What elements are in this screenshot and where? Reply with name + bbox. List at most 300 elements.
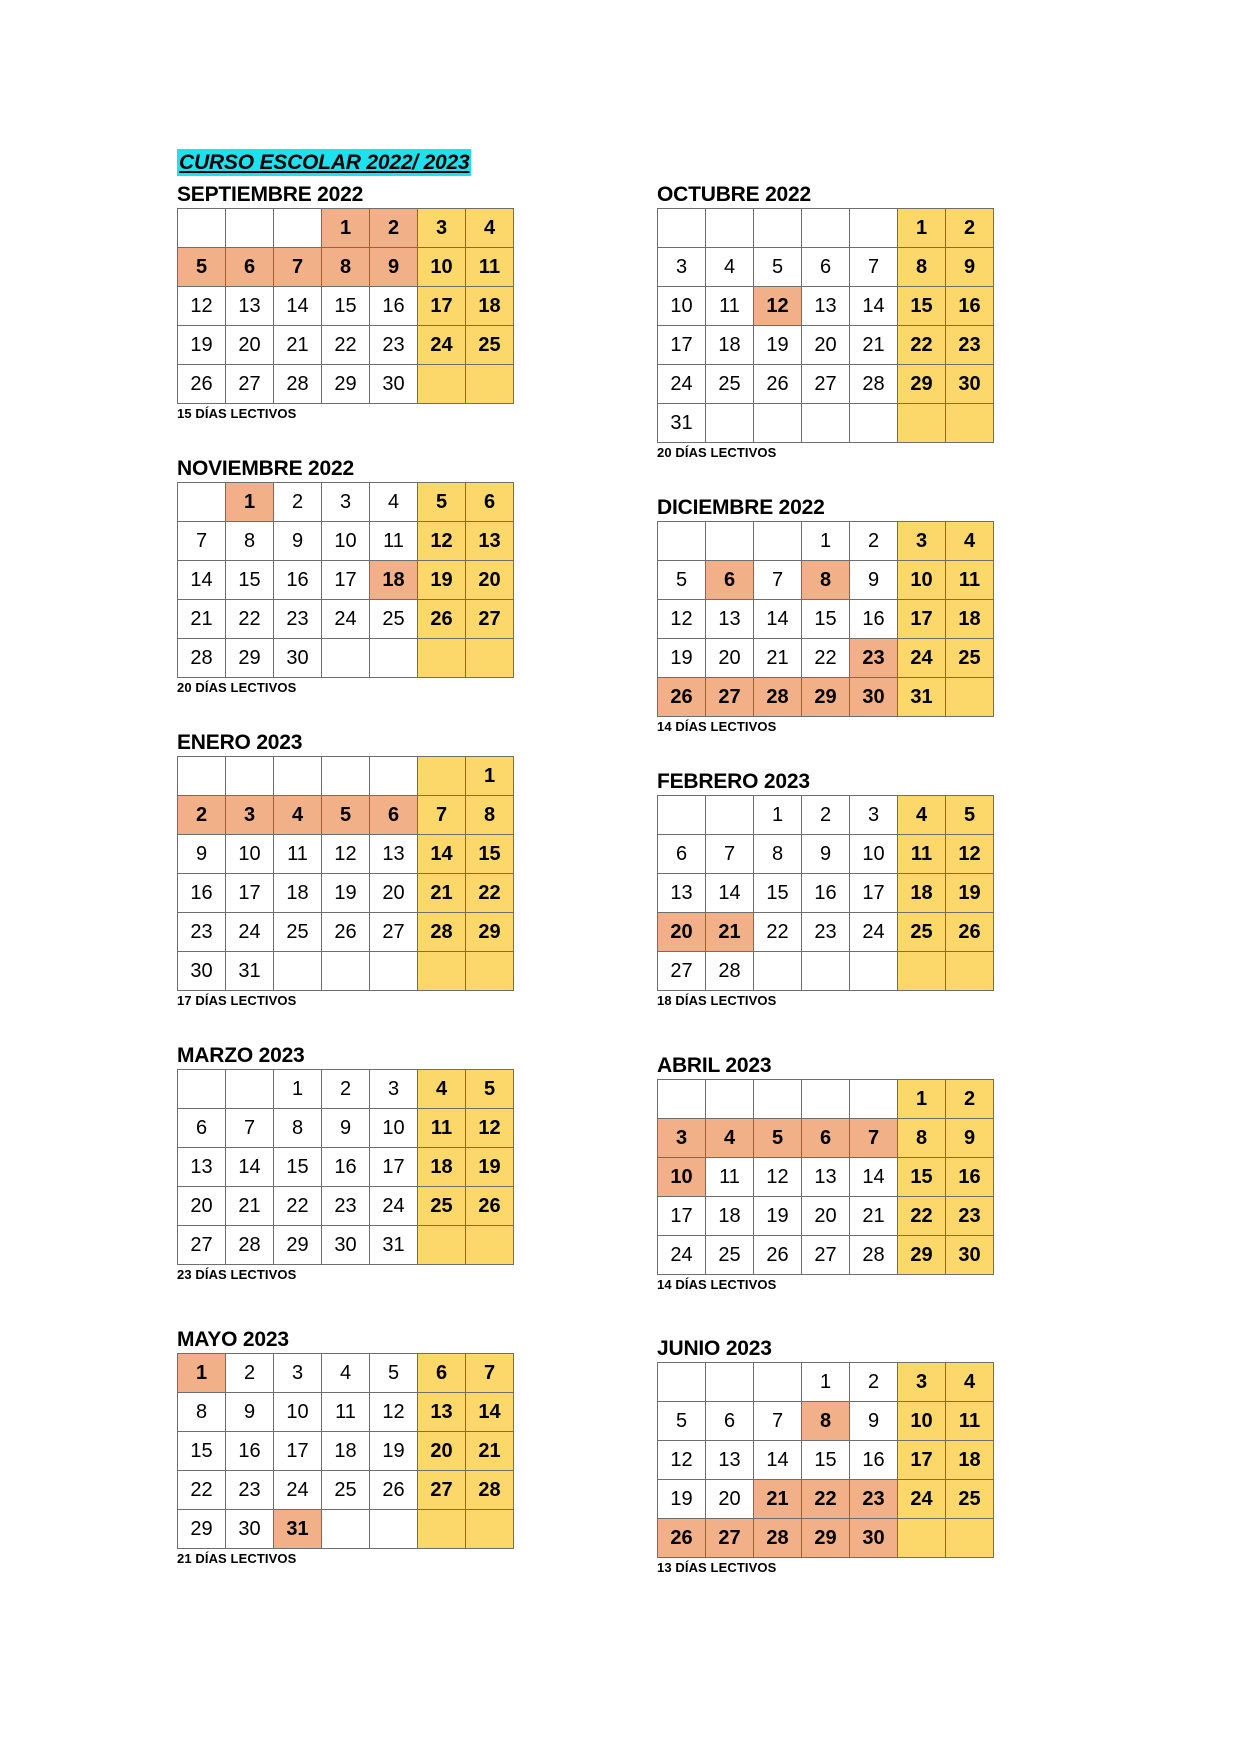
holiday-day-cell: 3 [226, 796, 274, 835]
weekend-day-cell: 13 [418, 1393, 466, 1432]
weekend-day-cell: 25 [898, 913, 946, 952]
empty-cell [226, 1070, 274, 1109]
week-row [658, 1197, 994, 1236]
weekend-day-cell: 7 [466, 1354, 514, 1393]
weekend-day-cell: 1 [898, 209, 946, 248]
day-cell: 23 [274, 600, 322, 639]
holiday-day-cell: 23 [850, 639, 898, 678]
holiday-day-cell: 7 [274, 248, 322, 287]
week-row [658, 600, 994, 639]
week-row [658, 1519, 994, 1558]
holiday-day-cell: 8 [802, 561, 850, 600]
day-cell: 8 [754, 835, 802, 874]
holiday-day-cell: 29 [802, 1519, 850, 1558]
holiday-day-cell: 28 [754, 678, 802, 717]
day-cell: 9 [850, 561, 898, 600]
weekend-day-cell: 8 [898, 1119, 946, 1158]
day-cell: 2 [850, 522, 898, 561]
day-cell: 5 [754, 248, 802, 287]
holiday-day-cell: 9 [370, 248, 418, 287]
day-cell: 25 [706, 1236, 754, 1275]
day-cell: 20 [802, 1197, 850, 1236]
day-cell: 3 [658, 248, 706, 287]
weekend-day-cell: 23 [946, 1197, 994, 1236]
empty-cell [754, 1080, 802, 1119]
day-cell: 14 [754, 600, 802, 639]
day-cell: 11 [274, 835, 322, 874]
day-cell: 20 [706, 1480, 754, 1519]
week-row [178, 522, 514, 561]
weekend-day-cell: 3 [418, 209, 466, 248]
week-row [178, 1432, 514, 1471]
day-cell: 3 [850, 796, 898, 835]
day-cell: 14 [178, 561, 226, 600]
month-title: JUNIO 2023 [657, 1337, 772, 1360]
month-title: OCTUBRE 2022 [657, 183, 811, 206]
day-cell: 10 [850, 835, 898, 874]
empty-cell [850, 404, 898, 443]
day-cell: 27 [658, 952, 706, 991]
holiday-day-cell: 22 [802, 1480, 850, 1519]
day-cell: 2 [226, 1354, 274, 1393]
day-cell: 21 [850, 326, 898, 365]
day-cell: 16 [850, 600, 898, 639]
day-cell: 21 [226, 1187, 274, 1226]
day-cell: 3 [370, 1070, 418, 1109]
weekend-day-cell: 14 [418, 835, 466, 874]
day-cell: 12 [658, 600, 706, 639]
day-cell: 12 [370, 1393, 418, 1432]
week-row [658, 1441, 994, 1480]
day-cell: 26 [178, 365, 226, 404]
week-row [658, 561, 994, 600]
day-cell: 19 [178, 326, 226, 365]
day-cell: 24 [658, 365, 706, 404]
weekend-day-cell: 4 [946, 522, 994, 561]
empty-cell [754, 522, 802, 561]
week-row [178, 209, 514, 248]
weekend-empty-cell [466, 952, 514, 991]
empty-cell [658, 1363, 706, 1402]
day-cell: 27 [802, 365, 850, 404]
weekend-day-cell: 28 [418, 913, 466, 952]
holiday-day-cell: 8 [802, 1402, 850, 1441]
empty-cell [850, 952, 898, 991]
week-row [178, 483, 514, 522]
day-cell: 18 [322, 1432, 370, 1471]
weekend-day-cell: 7 [418, 796, 466, 835]
empty-cell [226, 209, 274, 248]
weekend-empty-cell [418, 639, 466, 678]
empty-cell [802, 404, 850, 443]
holiday-day-cell: 6 [802, 1119, 850, 1158]
day-cell: 6 [658, 835, 706, 874]
day-cell: 23 [226, 1471, 274, 1510]
day-cell: 21 [754, 639, 802, 678]
weekend-empty-cell [466, 639, 514, 678]
week-row [658, 835, 994, 874]
empty-cell [658, 522, 706, 561]
weekend-empty-cell [946, 404, 994, 443]
day-cell: 29 [226, 639, 274, 678]
day-cell: 4 [370, 483, 418, 522]
week-row [658, 678, 994, 717]
lective-days-count: 15 DÍAS LECTIVOS [177, 406, 297, 421]
weekend-day-cell: 19 [418, 561, 466, 600]
month-october-2022 [657, 181, 1002, 460]
empty-cell [850, 1080, 898, 1119]
holiday-day-cell: 21 [754, 1480, 802, 1519]
calendar-grid [177, 482, 514, 678]
weekend-day-cell: 31 [898, 678, 946, 717]
day-cell: 15 [322, 287, 370, 326]
day-cell: 28 [226, 1226, 274, 1265]
day-cell: 1 [274, 1070, 322, 1109]
weekend-day-cell: 2 [946, 209, 994, 248]
holiday-day-cell: 10 [658, 1158, 706, 1197]
empty-cell [706, 796, 754, 835]
day-cell: 9 [802, 835, 850, 874]
weekend-empty-cell [946, 1519, 994, 1558]
weekend-day-cell: 27 [466, 600, 514, 639]
empty-cell [322, 952, 370, 991]
week-row [178, 639, 514, 678]
day-cell: 14 [706, 874, 754, 913]
calendar-grid [657, 795, 994, 991]
holiday-day-cell: 4 [274, 796, 322, 835]
empty-cell [658, 796, 706, 835]
day-cell: 16 [322, 1148, 370, 1187]
month-title: NOVIEMBRE 2022 [177, 457, 354, 480]
weekend-day-cell: 11 [946, 561, 994, 600]
weekend-day-cell: 25 [418, 1187, 466, 1226]
empty-cell [802, 1080, 850, 1119]
week-row [178, 1109, 514, 1148]
day-cell: 9 [178, 835, 226, 874]
weekend-day-cell: 30 [946, 365, 994, 404]
day-cell: 5 [370, 1354, 418, 1393]
month-title: ENERO 2023 [177, 731, 303, 754]
weekend-day-cell: 17 [898, 1441, 946, 1480]
week-row [178, 796, 514, 835]
day-cell: 28 [850, 365, 898, 404]
weekend-empty-cell [466, 1510, 514, 1549]
empty-cell [322, 639, 370, 678]
week-row [658, 639, 994, 678]
week-row [658, 1236, 994, 1275]
month-september-2022 [177, 181, 522, 421]
weekend-day-cell: 4 [946, 1363, 994, 1402]
holiday-day-cell: 26 [658, 1519, 706, 1558]
day-cell: 17 [226, 874, 274, 913]
lective-days-count: 20 DÍAS LECTIVOS [657, 445, 777, 460]
day-cell: 4 [322, 1354, 370, 1393]
holiday-day-cell: 12 [754, 287, 802, 326]
day-cell: 17 [658, 326, 706, 365]
weekend-day-cell: 4 [898, 796, 946, 835]
day-cell: 13 [706, 1441, 754, 1480]
weekend-day-cell: 11 [466, 248, 514, 287]
day-cell: 20 [802, 326, 850, 365]
day-cell: 18 [706, 1197, 754, 1236]
weekend-day-cell: 15 [898, 1158, 946, 1197]
day-cell: 26 [754, 1236, 802, 1275]
weekend-day-cell: 25 [466, 326, 514, 365]
holiday-day-cell: 8 [322, 248, 370, 287]
weekend-day-cell: 13 [466, 522, 514, 561]
weekend-day-cell: 9 [946, 1119, 994, 1158]
day-cell: 14 [850, 287, 898, 326]
weekend-empty-cell [898, 404, 946, 443]
day-cell: 22 [274, 1187, 322, 1226]
month-title: FEBRERO 2023 [657, 770, 810, 793]
empty-cell [322, 757, 370, 796]
empty-cell [370, 757, 418, 796]
day-cell: 9 [274, 522, 322, 561]
holiday-day-cell: 18 [370, 561, 418, 600]
weekend-day-cell: 8 [466, 796, 514, 835]
day-cell: 24 [370, 1187, 418, 1226]
weekend-empty-cell [898, 952, 946, 991]
day-cell: 2 [322, 1070, 370, 1109]
weekend-day-cell: 24 [418, 326, 466, 365]
day-cell: 17 [850, 874, 898, 913]
month-june-2023 [657, 1335, 1002, 1575]
day-cell: 5 [658, 561, 706, 600]
week-row [658, 248, 994, 287]
day-cell: 15 [802, 1441, 850, 1480]
month-january-2023 [177, 729, 522, 1008]
day-cell: 24 [274, 1471, 322, 1510]
empty-cell [178, 209, 226, 248]
empty-cell [754, 404, 802, 443]
day-cell: 28 [178, 639, 226, 678]
day-cell: 8 [178, 1393, 226, 1432]
day-cell: 9 [850, 1402, 898, 1441]
day-cell: 28 [706, 952, 754, 991]
day-cell: 22 [226, 600, 274, 639]
weekend-empty-cell [418, 1226, 466, 1265]
weekend-day-cell: 6 [418, 1354, 466, 1393]
holiday-day-cell: 21 [706, 913, 754, 952]
day-cell: 17 [370, 1148, 418, 1187]
empty-cell [706, 1080, 754, 1119]
day-cell: 30 [370, 365, 418, 404]
week-row [178, 1471, 514, 1510]
empty-cell [754, 209, 802, 248]
week-row [658, 1158, 994, 1197]
calendar-grid [177, 1069, 514, 1265]
day-cell: 19 [658, 639, 706, 678]
weekend-day-cell: 29 [898, 365, 946, 404]
empty-cell [370, 639, 418, 678]
month-title: DICIEMBRE 2022 [657, 496, 825, 519]
weekend-empty-cell [898, 1519, 946, 1558]
day-cell: 21 [850, 1197, 898, 1236]
weekend-empty-cell [418, 365, 466, 404]
week-row [178, 1510, 514, 1549]
weekend-day-cell: 29 [466, 913, 514, 952]
day-cell: 15 [226, 561, 274, 600]
holiday-day-cell: 1 [226, 483, 274, 522]
calendar-grid [657, 1362, 994, 1558]
month-title: MAYO 2023 [177, 1328, 289, 1351]
day-cell: 11 [322, 1393, 370, 1432]
day-cell: 16 [850, 1441, 898, 1480]
day-cell: 13 [226, 287, 274, 326]
empty-cell [754, 1363, 802, 1402]
weekend-day-cell: 22 [898, 326, 946, 365]
day-cell: 22 [178, 1471, 226, 1510]
day-cell: 26 [754, 365, 802, 404]
holiday-day-cell: 4 [706, 1119, 754, 1158]
day-cell: 19 [658, 1480, 706, 1519]
day-cell: 25 [274, 913, 322, 952]
day-cell: 16 [178, 874, 226, 913]
weekend-empty-cell [466, 1226, 514, 1265]
holiday-day-cell: 6 [706, 561, 754, 600]
weekend-day-cell: 15 [466, 835, 514, 874]
week-row [178, 1393, 514, 1432]
weekend-day-cell: 25 [946, 639, 994, 678]
day-cell: 15 [802, 600, 850, 639]
day-cell: 10 [658, 287, 706, 326]
weekend-day-cell: 4 [418, 1070, 466, 1109]
day-cell: 16 [274, 561, 322, 600]
holiday-day-cell: 20 [658, 913, 706, 952]
day-cell: 25 [370, 600, 418, 639]
weekend-day-cell: 21 [418, 874, 466, 913]
weekend-empty-cell [466, 365, 514, 404]
day-cell: 14 [754, 1441, 802, 1480]
day-cell: 2 [274, 483, 322, 522]
day-cell: 27 [370, 913, 418, 952]
day-cell: 6 [706, 1402, 754, 1441]
weekend-day-cell: 30 [946, 1236, 994, 1275]
month-title: ABRIL 2023 [657, 1054, 772, 1077]
empty-cell [706, 209, 754, 248]
weekend-day-cell: 1 [466, 757, 514, 796]
day-cell: 20 [370, 874, 418, 913]
weekend-day-cell: 26 [946, 913, 994, 952]
day-cell: 22 [754, 913, 802, 952]
day-cell: 13 [370, 835, 418, 874]
weekend-day-cell: 16 [946, 287, 994, 326]
day-cell: 24 [226, 913, 274, 952]
empty-cell [850, 209, 898, 248]
day-cell: 20 [706, 639, 754, 678]
week-row [658, 326, 994, 365]
weekend-day-cell: 11 [418, 1109, 466, 1148]
day-cell: 30 [226, 1510, 274, 1549]
day-cell: 12 [322, 835, 370, 874]
day-cell: 28 [274, 365, 322, 404]
page-title: CURSO ESCOLAR 2022/ 2023 [179, 151, 470, 174]
weekend-day-cell: 24 [898, 639, 946, 678]
weekend-day-cell: 12 [466, 1109, 514, 1148]
day-cell: 3 [274, 1354, 322, 1393]
day-cell: 29 [322, 365, 370, 404]
month-december-2022 [657, 494, 1002, 734]
weekend-day-cell: 10 [898, 561, 946, 600]
week-row [178, 913, 514, 952]
week-row [658, 1402, 994, 1441]
day-cell: 7 [754, 1402, 802, 1441]
lective-days-count: 18 DÍAS LECTIVOS [657, 993, 777, 1008]
day-cell: 23 [370, 326, 418, 365]
day-cell: 24 [322, 600, 370, 639]
weekend-day-cell: 16 [946, 1158, 994, 1197]
weekend-empty-cell [418, 1510, 466, 1549]
day-cell: 23 [178, 913, 226, 952]
weekend-day-cell: 14 [466, 1393, 514, 1432]
day-cell: 12 [658, 1441, 706, 1480]
day-cell: 31 [226, 952, 274, 991]
week-row [658, 209, 994, 248]
week-row [658, 522, 994, 561]
empty-cell [706, 522, 754, 561]
weekend-day-cell: 18 [418, 1148, 466, 1187]
weekend-day-cell: 9 [946, 248, 994, 287]
weekend-day-cell: 25 [946, 1480, 994, 1519]
day-cell: 27 [226, 365, 274, 404]
holiday-day-cell: 7 [850, 1119, 898, 1158]
weekend-day-cell: 18 [898, 874, 946, 913]
day-cell: 2 [850, 1363, 898, 1402]
week-row [178, 326, 514, 365]
day-cell: 1 [754, 796, 802, 835]
empty-cell [322, 1510, 370, 1549]
weekend-day-cell: 6 [466, 483, 514, 522]
weekend-day-cell: 10 [418, 248, 466, 287]
day-cell: 11 [370, 522, 418, 561]
weekend-day-cell: 10 [898, 1402, 946, 1441]
empty-cell [178, 1070, 226, 1109]
day-cell: 10 [226, 835, 274, 874]
day-cell: 28 [850, 1236, 898, 1275]
day-cell: 3 [322, 483, 370, 522]
holiday-day-cell: 3 [658, 1119, 706, 1158]
day-cell: 24 [658, 1236, 706, 1275]
weekend-day-cell: 20 [466, 561, 514, 600]
weekend-day-cell: 22 [466, 874, 514, 913]
week-row [178, 600, 514, 639]
month-february-2023 [657, 768, 1002, 1008]
day-cell: 19 [754, 1197, 802, 1236]
day-cell: 16 [370, 287, 418, 326]
day-cell: 21 [178, 600, 226, 639]
lective-days-count: 20 DÍAS LECTIVOS [177, 680, 297, 695]
day-cell: 25 [706, 365, 754, 404]
day-cell: 16 [226, 1432, 274, 1471]
day-cell: 26 [322, 913, 370, 952]
holiday-day-cell: 29 [802, 678, 850, 717]
day-cell: 13 [178, 1148, 226, 1187]
weekend-day-cell: 22 [898, 1197, 946, 1236]
lective-days-count: 14 DÍAS LECTIVOS [657, 719, 777, 734]
holiday-day-cell: 2 [370, 209, 418, 248]
week-row [658, 404, 994, 443]
day-cell: 25 [322, 1471, 370, 1510]
weekend-day-cell: 19 [946, 874, 994, 913]
holiday-day-cell: 31 [274, 1510, 322, 1549]
holiday-day-cell: 6 [370, 796, 418, 835]
day-cell: 17 [274, 1432, 322, 1471]
day-cell: 15 [754, 874, 802, 913]
weekend-day-cell: 17 [418, 287, 466, 326]
holiday-day-cell: 30 [850, 678, 898, 717]
weekend-day-cell: 23 [946, 326, 994, 365]
